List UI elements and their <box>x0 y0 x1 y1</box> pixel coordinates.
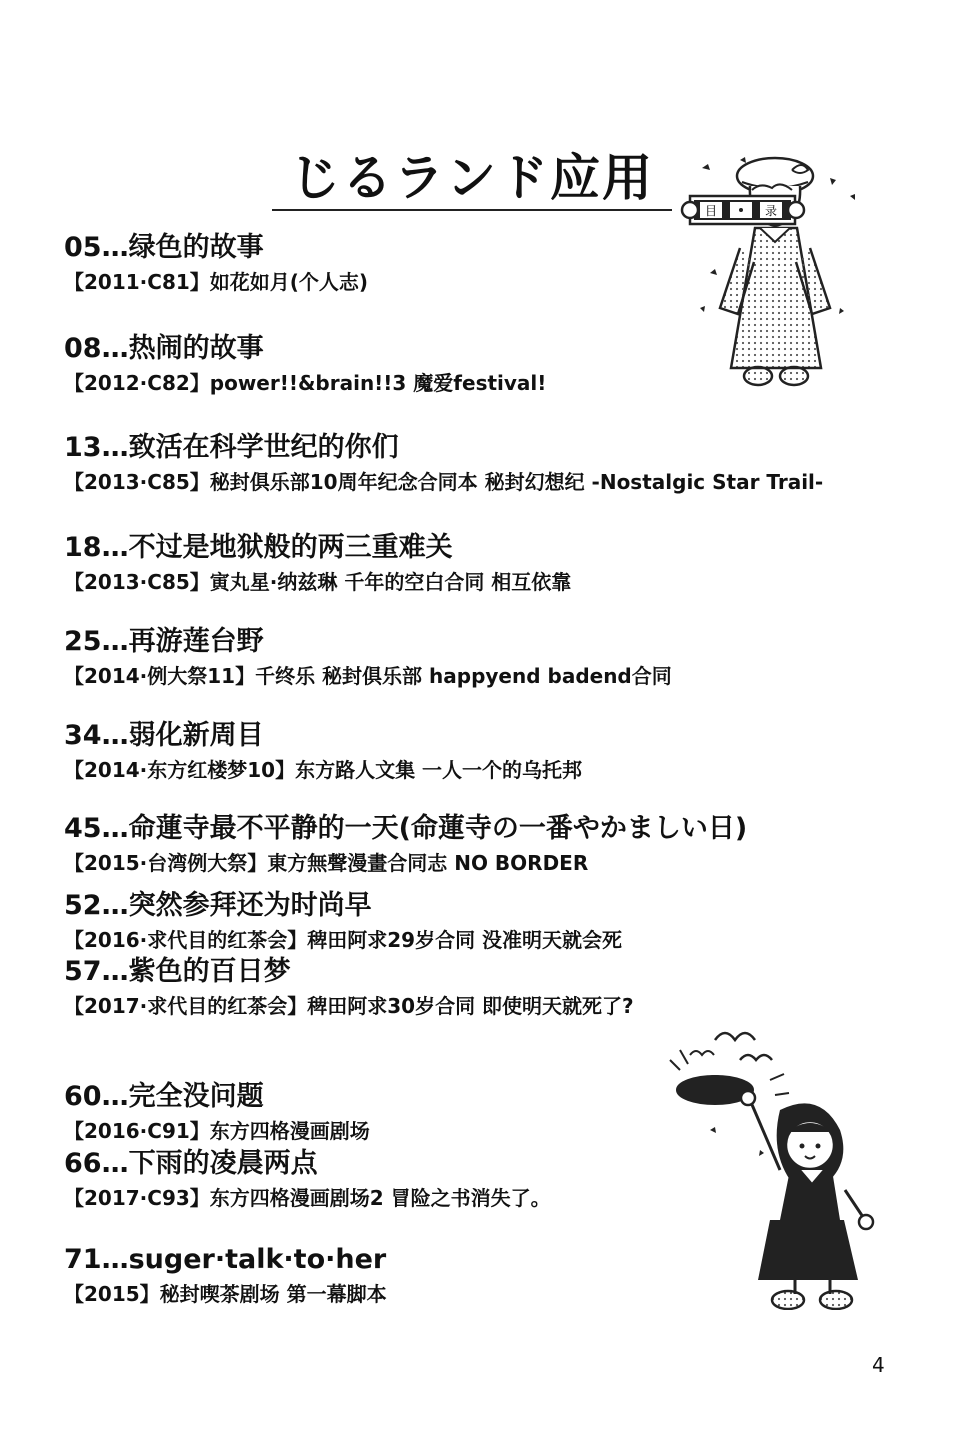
entry-source: 【2015·台湾例大祭】東方無聲漫畫合同志 NO BORDER <box>64 851 589 875</box>
character-illustration-top <box>680 148 880 398</box>
entry-source: 【2014·东方红楼梦10】东方路人文集 一人一个的乌托邦 <box>64 758 583 782</box>
toc-entry <box>64 812 747 876</box>
toc-entry <box>64 719 582 783</box>
entry-source: 【2012·C82】power!!&brain!!3 魔爱festival! <box>64 371 547 395</box>
entry-title: 13…致活在科学世纪的你们 <box>64 432 399 463</box>
entry-title: 71…suger·talk·to·her <box>64 1244 387 1275</box>
entry-source: 【2016·求代目的红茶会】稗田阿求29岁合同 没准明天就会死 <box>64 928 623 952</box>
entry-source: 【2013·C85】寅丸星·纳兹琳 千年的空白合同 相互依靠 <box>64 570 572 594</box>
entry-source: 【2017·求代目的红茶会】稗田阿求30岁合同 即使明天就死了? <box>64 994 634 1018</box>
toc-entry <box>64 231 368 295</box>
entry-title: 08…热闹的故事 <box>64 333 264 364</box>
entry-title: 34…弱化新周目 <box>64 720 264 751</box>
toc-entry <box>64 625 672 689</box>
character-illustration-bottom <box>650 1020 880 1310</box>
sign-char: 录 <box>764 204 778 218</box>
entry-title: 45…命蓮寺最不平静的一天(命蓮寺の一番やかましい日) <box>64 813 748 844</box>
entry-title: 66…下雨的凌晨两点 <box>64 1148 318 1179</box>
toc-entry <box>64 1080 370 1144</box>
entry-title: 57…紫色的百日梦 <box>64 956 291 987</box>
toc-entry <box>64 531 571 595</box>
sign-char: 目 <box>704 204 718 218</box>
entry-source: 【2016·C91】东方四格漫画剧场 <box>64 1119 370 1143</box>
page-number: 4 <box>872 1353 885 1377</box>
title-underline <box>272 209 672 211</box>
toc-entry <box>64 431 823 495</box>
toc-entry <box>64 1147 551 1211</box>
toc-entry <box>64 1243 387 1307</box>
toc-entry <box>64 332 546 396</box>
page-title: じるランド应用 <box>290 149 654 207</box>
entry-source: 【2017·C93】东方四格漫画剧场2 冒险之书消失了。 <box>64 1186 551 1210</box>
toc-entry <box>64 889 622 953</box>
entry-title: 52…突然参拜还为时尚早 <box>64 890 372 921</box>
entry-source: 【2011·C81】如花如月(个人志) <box>64 270 369 294</box>
entry-title: 18…不过是地狱般的两三重难关 <box>64 532 453 563</box>
entry-title: 05…绿色的故事 <box>64 232 264 263</box>
entry-source: 【2015】秘封喫茶剧场 第一幕脚本 <box>64 1282 387 1306</box>
toc-entry <box>64 955 634 1019</box>
entry-source: 【2013·C85】秘封俱乐部10周年纪念合同本 秘封幻想纪 -Nostalgic Star Trail- <box>64 470 824 494</box>
entry-title: 25…再游莲台野 <box>64 626 264 657</box>
entry-source: 【2014·例大祭11】千终乐 秘封俱乐部 happyend badend合同 <box>64 664 672 688</box>
entry-title: 60…完全没问题 <box>64 1081 264 1112</box>
